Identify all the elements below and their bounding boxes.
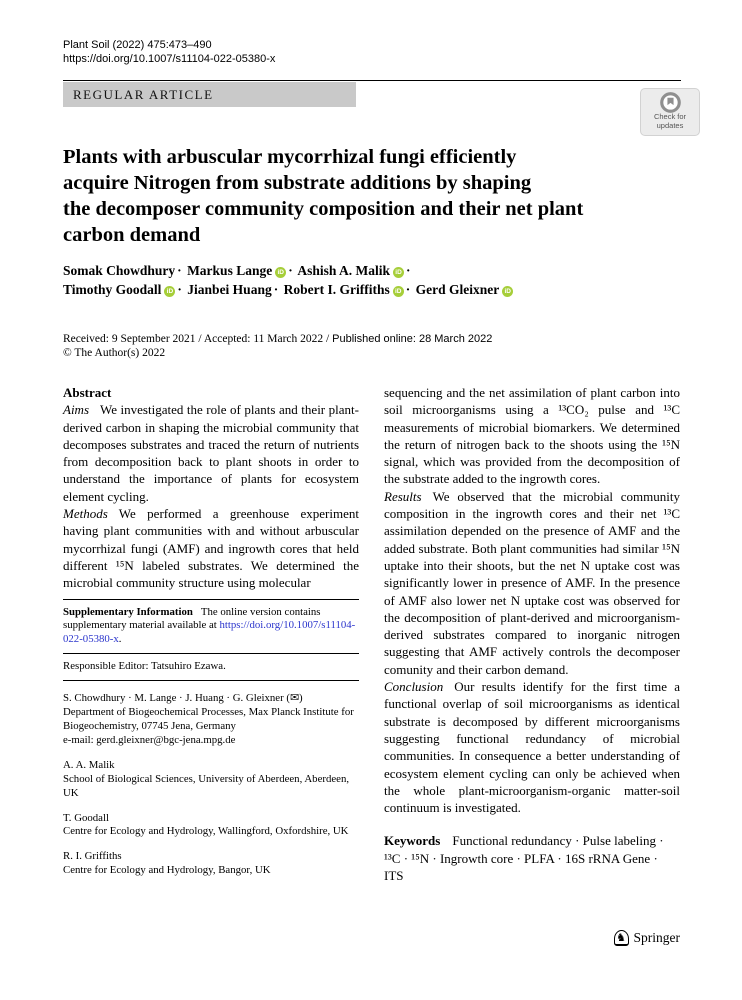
springer-logo-icon: ♞ [614, 930, 629, 946]
author-name: Jianbei Huang [187, 282, 272, 297]
author-separator: · [177, 282, 182, 297]
affiliation-address: Centre for Ecology and Hydrology, Bangor, UK [63, 864, 271, 877]
check-updates-label: Check for updates [653, 112, 687, 130]
title-line: the decomposer community composition and their net plant [63, 198, 584, 220]
title-line: carbon demand [63, 224, 201, 246]
author-name: Ashish A. Malik [297, 263, 391, 278]
supplementary-suffix: . [118, 633, 122, 646]
journal-citation: Plant Soil (2022) 475:473–490 [63, 39, 212, 51]
supplementary-doi-link[interactable]: https://doi.org/10.1007/s11104-022-05380-x [63, 619, 356, 646]
abstract-methods-continued: sequencing and the net assimilation of plant carbon into soil microorganisms using a ¹³CO₂ pulse and ¹³C measurements of microbial biomarkers. We determined the return of nitrogen back to the shoots using the ¹⁵N signal, which was provided from the decomposition of the substrate added to the ingrowth cores. [384, 385, 680, 487]
author-separator: · [177, 263, 182, 278]
author-name: Markus Lange [187, 263, 273, 278]
affiliation-block [63, 812, 359, 840]
abstract-results [384, 488, 680, 678]
footnote-rule [63, 680, 359, 681]
author-separator: · [405, 282, 411, 297]
abstract-aims [63, 401, 359, 505]
keywords-label: Keywords [384, 833, 441, 849]
supplementary-information [63, 606, 359, 648]
footnote-rule [63, 653, 359, 654]
methods-text: We performed a greenhouse experiment having plant communities with and without arbuscular mycorrhizal fungi (AMF) and ingrowth cores that held different ¹⁵N labeled substrates. We determined the microbial community structure using molecular [63, 506, 359, 591]
affiliation-authors: S. Chowdhury · M. Lange · J. Huang · G. Gleixner (✉) [63, 692, 303, 705]
affiliation-block [63, 759, 359, 801]
affiliation-authors: T. Goodall [63, 811, 109, 824]
affiliation-address: School of Biological Sciences, University of Aberdeen, Aberdeen, UK [63, 772, 350, 799]
article-title [63, 144, 681, 248]
aims-text: We investigated the role of plants and their plant-derived carbon in shaping the microbial community that decomposes substrates and traced the return of nutrients from decomposition back to plant shoots in order to understand the importance of plants for ecosystem element cycling. [63, 402, 359, 504]
two-column-body [63, 384, 681, 885]
received-accepted-text: Received: 9 September 2021 / Accepted: 11 March 2022 / [63, 333, 333, 345]
keywords [384, 832, 680, 885]
orcid-icon[interactable]: iD [502, 286, 513, 297]
author-name: Gerd Gleixner [415, 282, 500, 297]
supplementary-text: The online version contains supplementary material available at [63, 605, 321, 632]
check-for-updates-badge[interactable] [640, 88, 700, 136]
methods-label: Methods [63, 506, 108, 522]
orcid-icon[interactable]: iD [164, 286, 175, 297]
affiliation-email: e-mail: gerd.gleixner@bgc-jena.mpg.de [63, 733, 236, 746]
keywords-text: Functional redundancy · Pulse labeling · ¹³C · ¹⁵N · Ingrowth core · PLFA · 16S rRNA Gene · ITS [384, 833, 664, 884]
abstract-heading: Abstract [63, 385, 112, 400]
footnote-rule [63, 599, 359, 600]
author-list [63, 261, 681, 299]
orcid-icon[interactable]: iD [393, 286, 404, 297]
affiliation-address: Centre for Ecology and Hydrology, Wallingford, Oxfordshire, UK [63, 825, 349, 838]
article-first-page [63, 38, 681, 885]
publisher-name: Springer [633, 930, 680, 945]
author-name: Somak Chowdhury [63, 263, 176, 278]
conclusion-label: Conclusion [384, 679, 444, 695]
header-rule [63, 80, 681, 81]
author-separator: · [288, 263, 293, 278]
article-type-banner [63, 82, 356, 107]
orcid-icon[interactable]: iD [275, 267, 286, 278]
author-separator: · [273, 282, 279, 297]
copyright-line: © The Author(s) 2022 [63, 347, 166, 359]
author-name: Timothy Goodall [63, 282, 162, 297]
conclusion-text: Our results identify for the first time a functional overlap of soil microorganisms as identical substrate is decomposed by different microorganisms suggesting functional redundancy of microbial communities. In consequence a better understanding of ecosystem element cycling can only be achieved when the whole plant-microorganism-organic matter-soil continuum is investigated. [384, 679, 680, 816]
article-type-label: REGULAR ARTICLE [73, 86, 214, 102]
aims-label: Aims [63, 402, 89, 418]
results-label: Results [384, 488, 422, 504]
results-text: We observed that the microbial community composition in the ingrowth cores and their net ¹³C assimilation depended on the presence of AMF and the added substrate. Both plant communities had similar ¹⁵N uptake into their shoots, but the net N uptake cost was significantly lower in presence of AMF. In the presence of AMF also lower net N uptake cost was observed for the decomposition of plant-derived and microorganism-derived substrates compared to inorganic nitrogen suggesting that AMF actively controls the decomposer comunity and their carbon demand. [384, 488, 680, 677]
title-line: acquire Nitrogen from substrate additions by shaping [63, 172, 532, 194]
abstract-methods [63, 505, 359, 591]
author-separator: · [406, 263, 411, 278]
author-line-1 [63, 261, 681, 280]
title-line: Plants with arbuscular mycorrhizal fungi efficiently [63, 146, 517, 168]
publisher-footer [614, 930, 681, 946]
affiliation-address: Department of Biogeochemical Processes, Max Planck Institute for Biogeochemistry, 07745 Jena, Germany [63, 706, 354, 732]
affiliation-block [63, 692, 359, 748]
published-online-text: Published online: 28 March 2022 [332, 333, 493, 345]
orcid-icon[interactable]: iD [393, 267, 404, 278]
left-column [63, 384, 359, 885]
responsible-editor: Responsible Editor: Tatsuhiro Ezawa. [63, 660, 226, 673]
supplementary-label: Supplementary Information [63, 605, 193, 618]
author-line-2 [63, 280, 681, 299]
affiliation-authors: R. I. Griffiths [63, 850, 122, 863]
right-column [384, 384, 680, 885]
publication-history [63, 332, 681, 346]
crossmark-icon [660, 92, 681, 113]
affiliation-block [63, 850, 359, 878]
affiliation-authors: A. A. Malik [63, 758, 115, 771]
author-name: Robert I. Griffiths [283, 282, 390, 297]
abstract-conclusion [384, 678, 680, 816]
footnote-area [63, 599, 359, 879]
doi-text: https://doi.org/10.1007/s11104-022-05380-x [63, 53, 276, 65]
